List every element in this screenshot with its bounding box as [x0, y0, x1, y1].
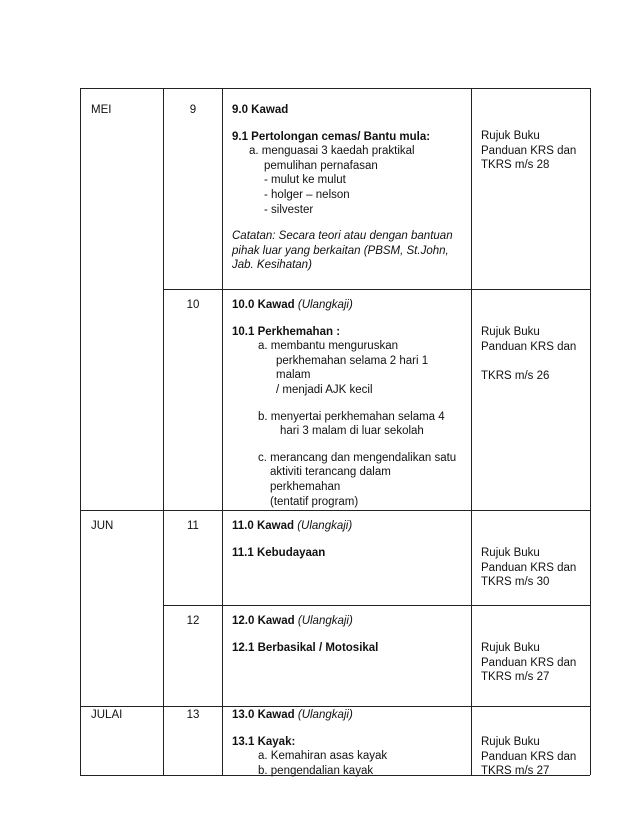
topic-title: 11.0 Kawad — [232, 520, 295, 532]
subtopic-title: 10.1 Perkhemahan : — [232, 325, 341, 338]
table-border-left — [80, 88, 81, 775]
topic-cell — [232, 298, 456, 509]
topic-title: 13.0 Kawad — [232, 709, 295, 721]
week-cell: 11 — [187, 520, 199, 532]
subtopic-title: 9.1 Pertolongan cemas/ Bantu mula: — [232, 130, 431, 143]
table-border-top — [80, 88, 590, 89]
column-divider — [222, 88, 223, 775]
topic-line: b. pengendalian kayak — [258, 764, 374, 777]
reference-cell — [481, 735, 576, 779]
topic-title-note: (Ulangkaji) — [297, 709, 353, 721]
table-border-right — [590, 88, 591, 775]
subtopic-title: 13.1 Kayak: — [232, 735, 296, 748]
topic-line: - mulut ke mulut — [264, 174, 346, 187]
week-cell: 12 — [186, 615, 200, 627]
topic-line: perkhemahan — [270, 480, 341, 493]
topic-line: a. Kemahiran asas kayak — [258, 750, 388, 763]
reference-line: Panduan KRS dan — [481, 750, 577, 763]
topic-line: aktiviti terancang dalam — [270, 466, 391, 479]
topic-line: b. menyertai perkhemahan selama 4 — [258, 410, 445, 423]
reference-line: TKRS m/s 27 — [481, 765, 550, 778]
reference-line: TKRS m/s 28 — [481, 159, 550, 172]
topic-cell — [232, 103, 453, 273]
reference-line: Panduan KRS dan — [481, 656, 577, 669]
topic-title: 10.0 Kawad — [232, 299, 295, 311]
reference-line: TKRS m/s 27 — [481, 671, 550, 684]
week-cell: 9 — [189, 104, 197, 116]
topic-title: 12.0 Kawad — [232, 615, 295, 627]
reference-line: Rujuk Buku — [481, 642, 540, 654]
reference-line: Rujuk Buku — [481, 130, 540, 142]
reference-line: Rujuk Buku — [481, 736, 540, 748]
reference-line: TKRS m/s 26 — [481, 369, 550, 382]
topic-line: hari 3 malam di luar sekolah — [280, 425, 424, 438]
topic-line: / menjadi AJK kecil — [276, 383, 373, 396]
reference-line: TKRS m/s 30 — [481, 576, 550, 589]
topic-title-note: (Ulangkaji) — [297, 520, 353, 532]
topic-line: - holger – nelson — [264, 188, 350, 201]
reference-line: Rujuk Buku — [481, 326, 540, 338]
topic-line: a. menguasai 3 kaedah praktikal — [249, 145, 415, 158]
reference-line: Panduan KRS dan — [481, 340, 577, 353]
topic-cell — [232, 519, 352, 560]
topic-title-note: (Ulangkaji) — [297, 615, 353, 627]
topic-line: perkhemahan selama 2 hari 1 — [276, 354, 429, 367]
topic-line: malam — [276, 369, 311, 382]
note-line: Jab. Kesihatan) — [232, 259, 312, 272]
row-divider — [80, 510, 590, 511]
reference-cell — [481, 641, 576, 685]
column-divider — [163, 88, 164, 775]
reference-line: Rujuk Buku — [481, 547, 540, 559]
reference-line — [481, 354, 576, 369]
topic-line: - silvester — [264, 203, 314, 216]
row-divider — [80, 706, 590, 707]
month-cell: MEI — [91, 104, 112, 116]
reference-cell — [481, 325, 576, 383]
topic-line: (tentatif program) — [270, 495, 359, 508]
topic-title-note: (Ulangkaji) — [297, 299, 353, 311]
subtopic-title: 11.1 Kebudayaan — [232, 546, 326, 559]
row-divider — [163, 605, 590, 606]
week-cell: 13 — [186, 709, 200, 721]
subtopic-title: 12.1 Berbasikal / Motosikal — [232, 641, 379, 654]
note-line: Catatan: Secara teori atau dengan bantuan — [232, 230, 453, 243]
note-line: pihak luar yang berkaitan (PBSM, St.John, — [232, 244, 449, 257]
reference-line: Panduan KRS dan — [481, 561, 577, 574]
row-divider — [163, 289, 590, 290]
reference-cell — [481, 129, 576, 173]
topic-title: 9.0 Kawad — [232, 104, 289, 116]
topic-line: pemulihan pernafasan — [264, 159, 378, 172]
column-divider — [471, 88, 472, 775]
week-cell: 10 — [186, 299, 200, 311]
topic-line: a. membantu menguruskan — [258, 340, 398, 353]
reference-cell — [481, 546, 576, 590]
topic-line: c. merancang dan mengendalikan satu — [258, 451, 457, 464]
reference-line: Panduan KRS dan — [481, 144, 577, 157]
topic-cell — [232, 614, 378, 655]
topic-cell — [232, 708, 387, 778]
month-cell: JULAI — [91, 709, 123, 721]
month-cell: JUN — [91, 520, 114, 532]
